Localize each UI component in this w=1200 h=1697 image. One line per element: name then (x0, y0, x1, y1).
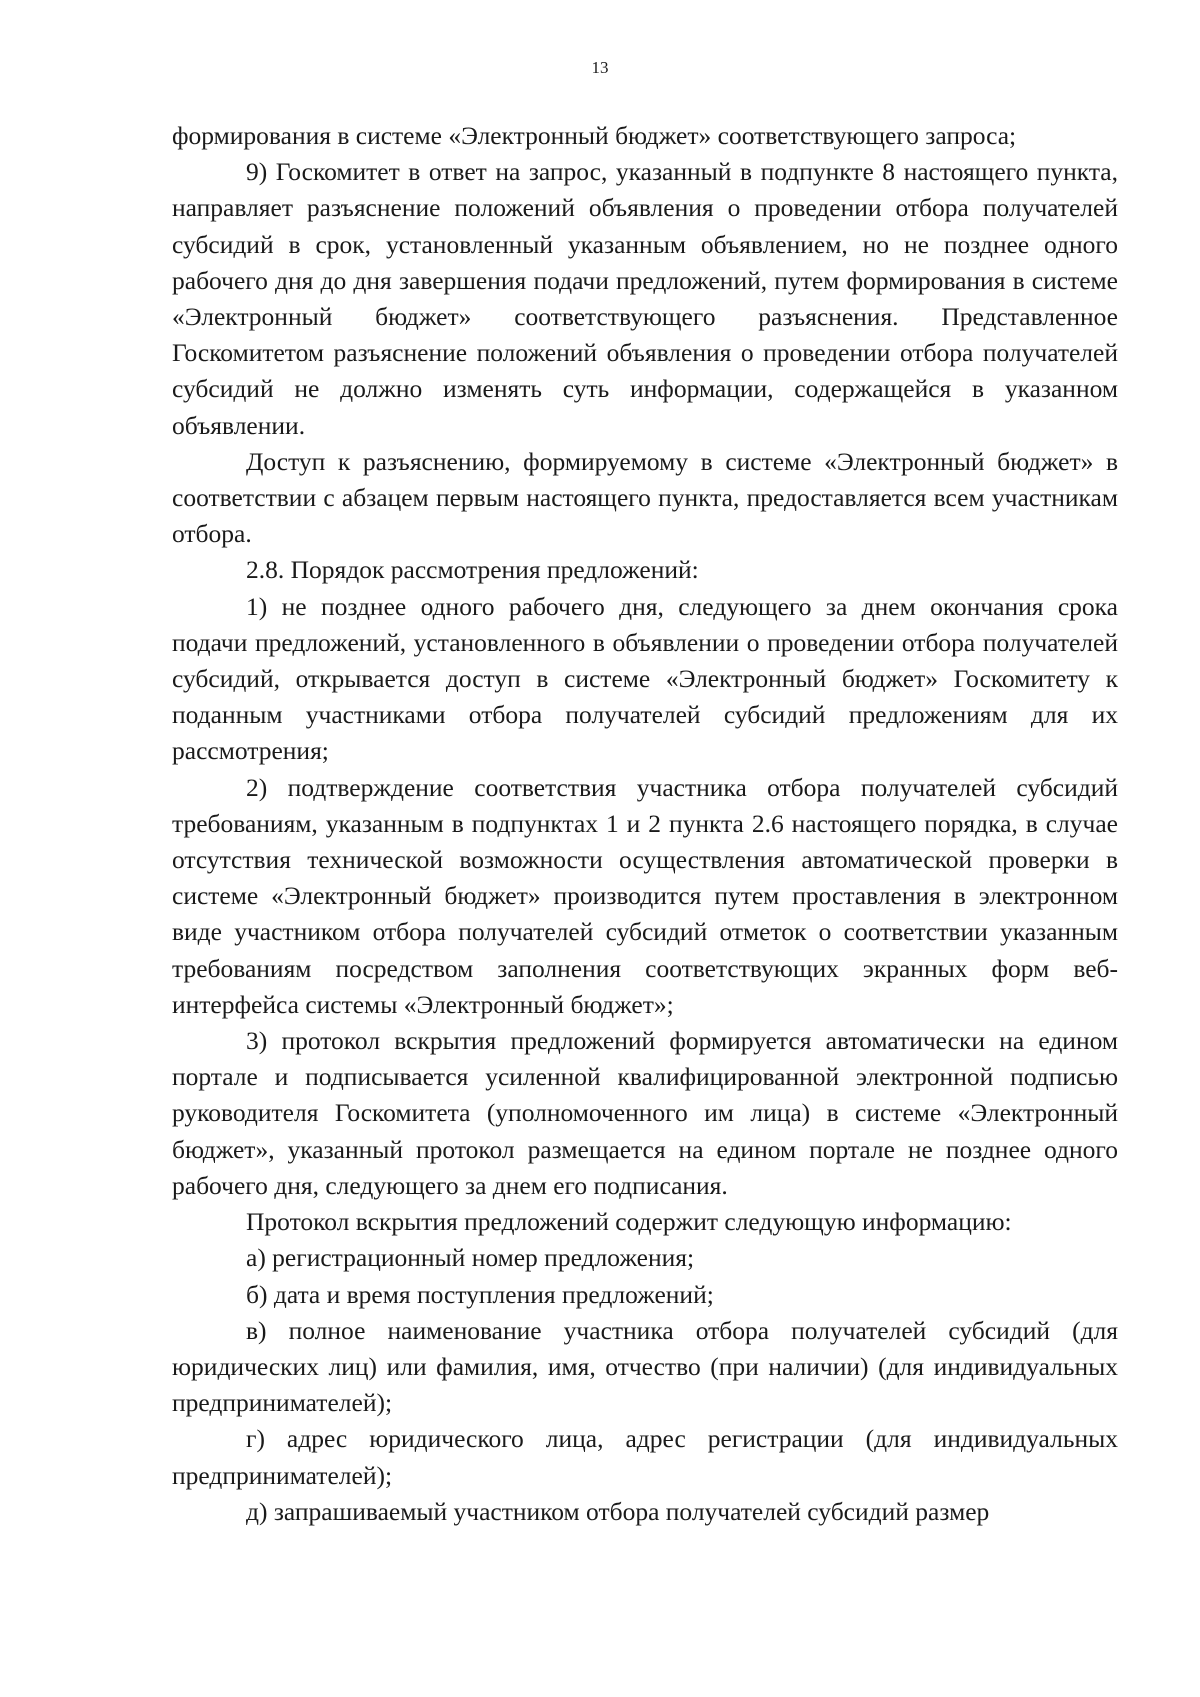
page-number: 13 (591, 58, 609, 77)
paragraph-item-2: 2) подтверждение соответствия участника отбора получателей субсидий требованиям, указанным в подпунктах 1 и 2 пункта 2.6 настоящего порядка, в случае отсутствия технической возможности осуществления автоматической проверки в системе «Электронный бюджет» производится путем проставления в электронном виде участником отбора получателей субсидий отметок о соответствии указанным требованиям посредством заполнения соответствующих экранных форм веб-интерфейса системы «Электронный бюджет»; (172, 772, 1118, 1019)
list-item-g: г) адрес юридического лица, адрес регистрации (для индивидуальных предпринимателей); (172, 1424, 1118, 1490)
paragraph-access: Доступ к разъяснению, формируемому в системе «Электронный бюджет» в соответствии с абзацем первым настоящего пункта, предоставляется всем участникам отбора. (172, 446, 1118, 549)
list-item-v: в) полное наименование участника отбора получателей субсидий (для юридических лиц) или фамилия, имя, отчество (при наличии) (для индивидуальных предпринимателей); (172, 1315, 1118, 1418)
list-item-a: а) регистрационный номер предложения; (246, 1243, 695, 1273)
paragraph-item-9: 9) Госкомитет в ответ на запрос, указанный в подпункте 8 настоящего пункта, направляет разъяснение положений объявления о проведении отбора получателей субсидий в срок, установленный указанным объявлением, но не позднее одного рабочего дня до дня завершения подачи предложений, путем формирования в системе «Электронный бюджет» соответствующего разъяснения. Представленное Госкомитетом разъяснение положений объявления о проведении отбора получателей субсидий не должно изменять суть информации, содержащейся в указанном объявлении. (172, 157, 1118, 440)
paragraph-protocol-info: Протокол вскрытия предложений содержит следующую информацию: (246, 1207, 1012, 1237)
document-body (172, 118, 1118, 1530)
paragraph-continuation: формирования в системе «Электронный бюджет» соответствующего запроса; (172, 121, 1017, 150)
list-item-d: д) запрашиваемый участником отбора получателей субсидий размер (246, 1496, 990, 1526)
paragraph-item-3: 3) протокол вскрытия предложений формируется автоматически на едином портале и подписывается усиленной квалифицированной электронной подписью руководителя Госкомитета (уполномоченного им лица) в системе «Электронный бюджет», указанный протокол размещается на едином портале не позднее одного рабочего дня, следующего за днем его подписания. (172, 1026, 1118, 1200)
paragraph-item-1: 1) не позднее одного рабочего дня, следующего за днем окончания срока подачи предложений, установленного в объявлении о проведении отбора получателей субсидий, открывается доступ в системе «Электронный бюджет» Госкомитету к поданным участниками отбора получателей субсидий предложениям для их рассмотрения; (172, 591, 1118, 766)
section-heading-2-8: 2.8. Порядок рассмотрения предложений: (246, 555, 699, 585)
list-item-b: б) дата и время поступления предложений; (246, 1279, 714, 1309)
